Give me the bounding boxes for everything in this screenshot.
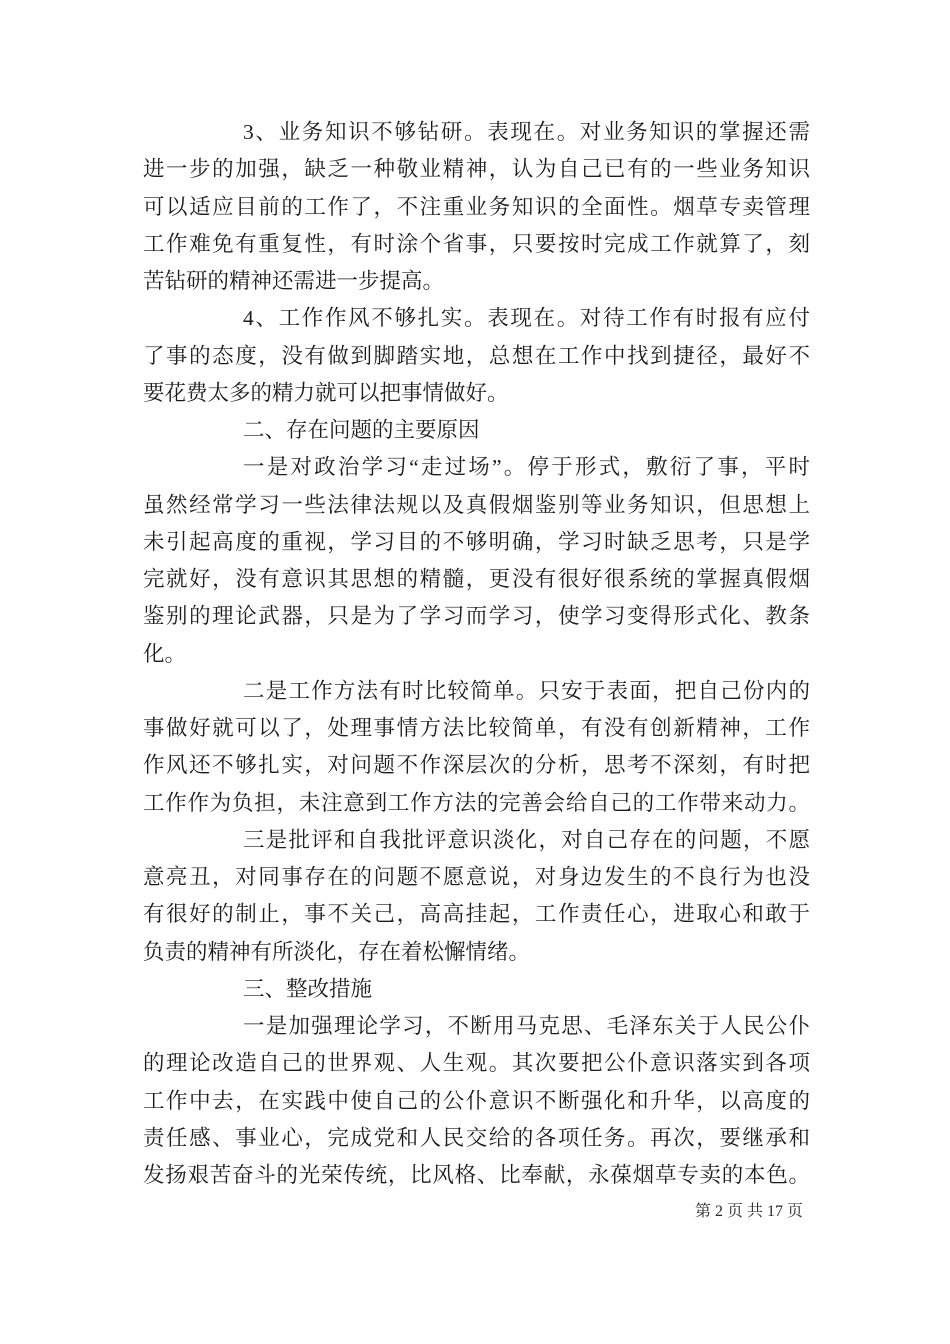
text-line: 一是加强理论学习，不断用马克思、毛泽东关于人民公仆 xyxy=(243,1014,810,1038)
text-line: 有很好的制止，事不关己，高高挂起，工作责任心，进取心和敢于 xyxy=(143,902,810,927)
text-line: 鉴别的理论武器，只是为了学习而学习，使学习变得形式化、教条 xyxy=(143,604,810,629)
text-line: 苦钻研的精神还需进一步提高。 xyxy=(143,269,445,293)
text-line: 4、工作作风不够扎实。表现在。对待工作有时报有应付 xyxy=(243,306,810,331)
text-line: 作风还不够扎实，对问题不作深层次的分析，思考不深刻，有时把 xyxy=(143,753,810,778)
page-footer xyxy=(695,1200,803,1224)
text-line: 工作难免有重复性，有时涂个省事，只要按时完成工作就算了，刻 xyxy=(143,231,810,256)
document-body xyxy=(143,114,810,1194)
section-heading xyxy=(143,971,810,1008)
section-heading xyxy=(143,412,810,449)
text-line: 意亮丑，对同事存在的问题不愿意说，对身边发生的不良行为也没 xyxy=(143,865,810,889)
text-line: 可以适应目前的工作了，不注重业务知识的全面性。烟草专卖管理 xyxy=(143,194,810,219)
text-line: 工作作为负担，未注意到工作方法的完善会给自己的工作带来动力。 xyxy=(143,790,810,815)
text-line: 责任感、事业心，完成党和人民交给的各项任务。再次，要继承和 xyxy=(143,1125,810,1150)
text-line: 进一步的加强，缺乏一种敬业精神，认为自己已有的一些业务知识 xyxy=(143,157,810,182)
text-line: 了事的态度，没有做到脚踏实地，总想在工作中找到捷径，最好不 xyxy=(143,343,810,368)
text-line: 发扬艰苦奋斗的光荣传统，比风格、比奉献，永葆烟草专卖的本色。 xyxy=(143,1163,810,1187)
text-line: 二是工作方法有时比较简单。只安于表面，把自己份内的 xyxy=(243,678,810,703)
heading-line: 三、整改措施 xyxy=(243,976,373,1001)
paragraph-block xyxy=(143,114,810,300)
paragraph-block xyxy=(143,300,810,412)
heading-line: 二、存在问题的主要原因 xyxy=(243,418,480,442)
text-line: 虽然经常学习一些法律法规以及真假烟鉴别等业务知识，但思想上 xyxy=(143,492,810,517)
text-line: 的理论改造自己的世界观、人生观。其次要把公仆意识落实到各项 xyxy=(143,1051,810,1076)
paragraph-block xyxy=(143,449,810,673)
text-line: 事做好就可以了，处理事情方法比较简单，有没有创新精神，工作 xyxy=(143,716,810,740)
text-line: 完就好，没有意识其思想的精髓，更没有很好很系统的掌握真假烟 xyxy=(143,567,810,591)
page-number-text: 第 2 页 共 17 页 xyxy=(694,1203,803,1220)
text-line: 化。 xyxy=(143,641,187,666)
paragraph-block xyxy=(143,673,810,822)
text-line: 工作中去，在实践中使自己的公仆意识不断强化和升华，以高度的 xyxy=(143,1088,810,1113)
text-line: 一是对政治学习“走过场”。停于形式，敷衍了事，平时 xyxy=(243,455,810,480)
text-line: 负责的精神有所淡化，存在着松懈情绪。 xyxy=(143,939,531,964)
text-line: 3、业务知识不够钻研。表现在。对业务知识的掌握还需 xyxy=(243,120,810,144)
text-line: 要花费太多的精力就可以把事情做好。 xyxy=(143,380,509,405)
paragraph-block xyxy=(143,1008,810,1194)
text-line: 未引起高度的重视，学习目的不够明确，学习时缺乏思考，只是学 xyxy=(143,529,810,554)
paragraph-block xyxy=(143,822,810,971)
text-line: 三是批评和自我批评意识淡化，对自己存在的问题，不愿 xyxy=(243,827,810,852)
